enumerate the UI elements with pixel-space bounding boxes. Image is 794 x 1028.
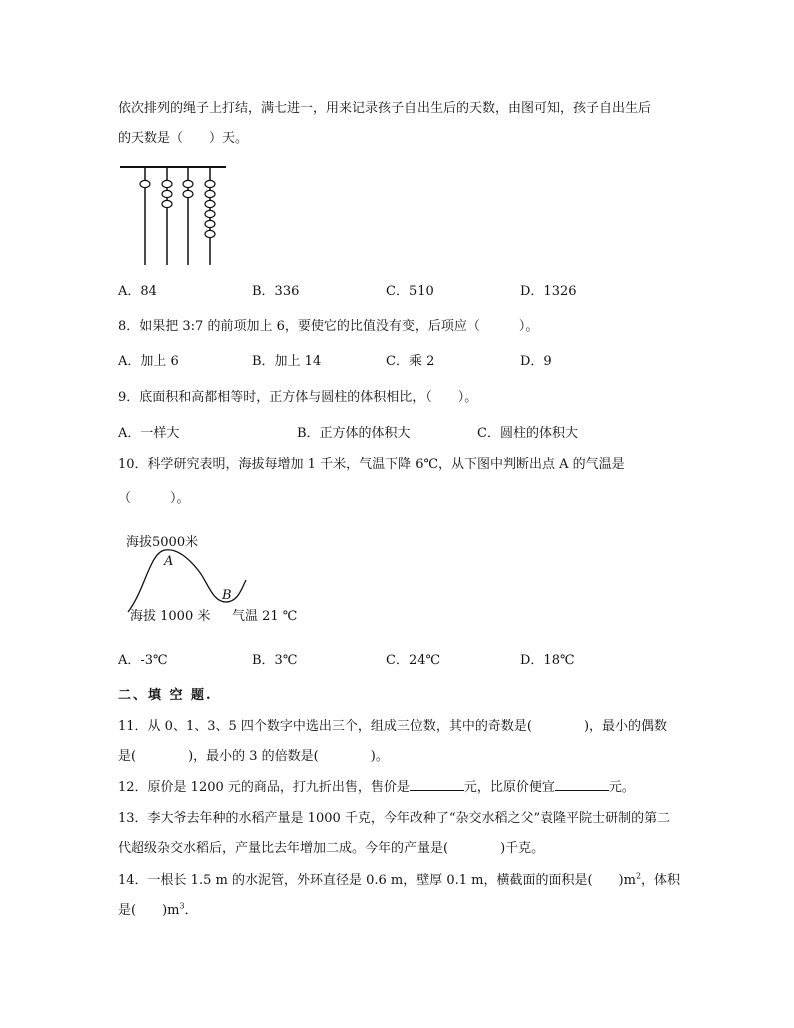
q8-option-d[interactable]: D．9	[520, 354, 552, 369]
q14-line2-sup: 3	[179, 901, 185, 911]
q11-line1: 11．从 0、1、3、5 四个数字中选出三个，组成三位数，其中的奇数是( )，最小的偶数	[118, 719, 668, 734]
knot	[162, 190, 172, 197]
q9-text: 9．底面积和高都相等时，正方体与圆柱的体积相比，（ ）。	[118, 390, 478, 405]
q10-option-d[interactable]: D．18℃	[520, 653, 575, 668]
knot	[162, 180, 172, 187]
section-title: 二、填 空 题.	[118, 688, 213, 703]
knot	[205, 200, 215, 207]
q12-blank-discount[interactable]	[555, 778, 609, 791]
q13-line1: 13．李大爷去年种的水稻产量是 1000 千克，今年改种了“杂交水稻之父”袁隆平院士研制的第二	[118, 811, 671, 826]
q7-option-b[interactable]: B．336	[252, 284, 300, 299]
knot-rope-figure	[118, 160, 228, 270]
q8-option-b[interactable]: B．加上 14	[252, 354, 322, 369]
q14-line2-tail: ．	[184, 903, 198, 918]
q7-option-c[interactable]: C．510	[386, 284, 434, 299]
q14-line2	[118, 902, 198, 920]
knot	[140, 180, 150, 187]
q9-option-c[interactable]: C．圆柱的体积大	[477, 426, 578, 441]
q7-option-a[interactable]: A．84	[118, 284, 157, 299]
knot	[205, 220, 215, 227]
q12-part2: 元，比原价便宜	[463, 780, 555, 795]
knot	[205, 230, 215, 237]
q8-text: 8．如果把 3:7 的前项加上 6，要使它的比值没有变，后项应（ ）。	[118, 319, 539, 334]
q7-text-line1: 依次排列的绳子上打结，满七进一，用来记录孩子自出生后的天数，由图可知，孩子自出生后	[118, 101, 652, 116]
q14-line1-sup: 2	[635, 871, 642, 881]
q14-line1-text: 14．一根长 1.5 m 的水泥管，外环直径是 0.6 m，壁厚 0.1 m，横截面的面积是( )m	[118, 873, 636, 888]
knot	[205, 180, 215, 187]
label-temperature: 气温 21 ℃	[232, 609, 298, 624]
q8-option-c[interactable]: C．乘 2	[386, 354, 435, 369]
q13-line2: 代超级杂交水稻后，产量比去年增加二成。今年的产量是( )千克。	[118, 841, 545, 856]
q14-line1	[118, 872, 680, 890]
q10-text-line1: 10．科学研究表明，海拔每增加 1 千米，气温下降 6℃，从下图中判断出点 A 的气温是	[118, 457, 625, 472]
q7-text-line2: 的天数是（ ）天。	[118, 131, 249, 146]
q10-option-b[interactable]: B．3℃	[252, 653, 298, 668]
q11-line2: 是( )，最小的 3 的倍数是( )。	[118, 749, 389, 764]
knot	[205, 190, 215, 197]
q7-option-d[interactable]: D．1326	[520, 284, 577, 299]
q10-option-c[interactable]: C．24℃	[386, 653, 441, 668]
q14-line1-tail: ，体积	[641, 873, 681, 888]
q12-line	[118, 778, 635, 797]
knot	[183, 180, 193, 187]
q10-option-a[interactable]: A．-3℃	[118, 653, 168, 668]
q12-blank-price[interactable]	[410, 778, 464, 791]
knot	[162, 200, 172, 207]
label-altitude-top: 海拔5000米	[126, 535, 199, 550]
label-altitude-bottom: 海拔 1000 米	[130, 609, 211, 624]
q10-text-line2: （ ）。	[118, 491, 190, 506]
knot	[205, 210, 215, 217]
label-point-b: B	[222, 588, 232, 603]
knot	[183, 190, 193, 197]
q9-option-b[interactable]: B．正方体的体积大	[297, 426, 411, 441]
q14-line2-text: 是( )m	[118, 903, 180, 918]
q8-option-a[interactable]: A．加上 6	[118, 354, 179, 369]
label-point-a: A	[164, 554, 174, 569]
q9-option-a[interactable]: A．一样大	[118, 426, 180, 441]
mountain-figure	[120, 530, 310, 630]
q12-part3: 元。	[608, 780, 635, 795]
q12-part1: 12．原价是 1200 元的商品，打九折出售，售价是	[118, 780, 410, 795]
